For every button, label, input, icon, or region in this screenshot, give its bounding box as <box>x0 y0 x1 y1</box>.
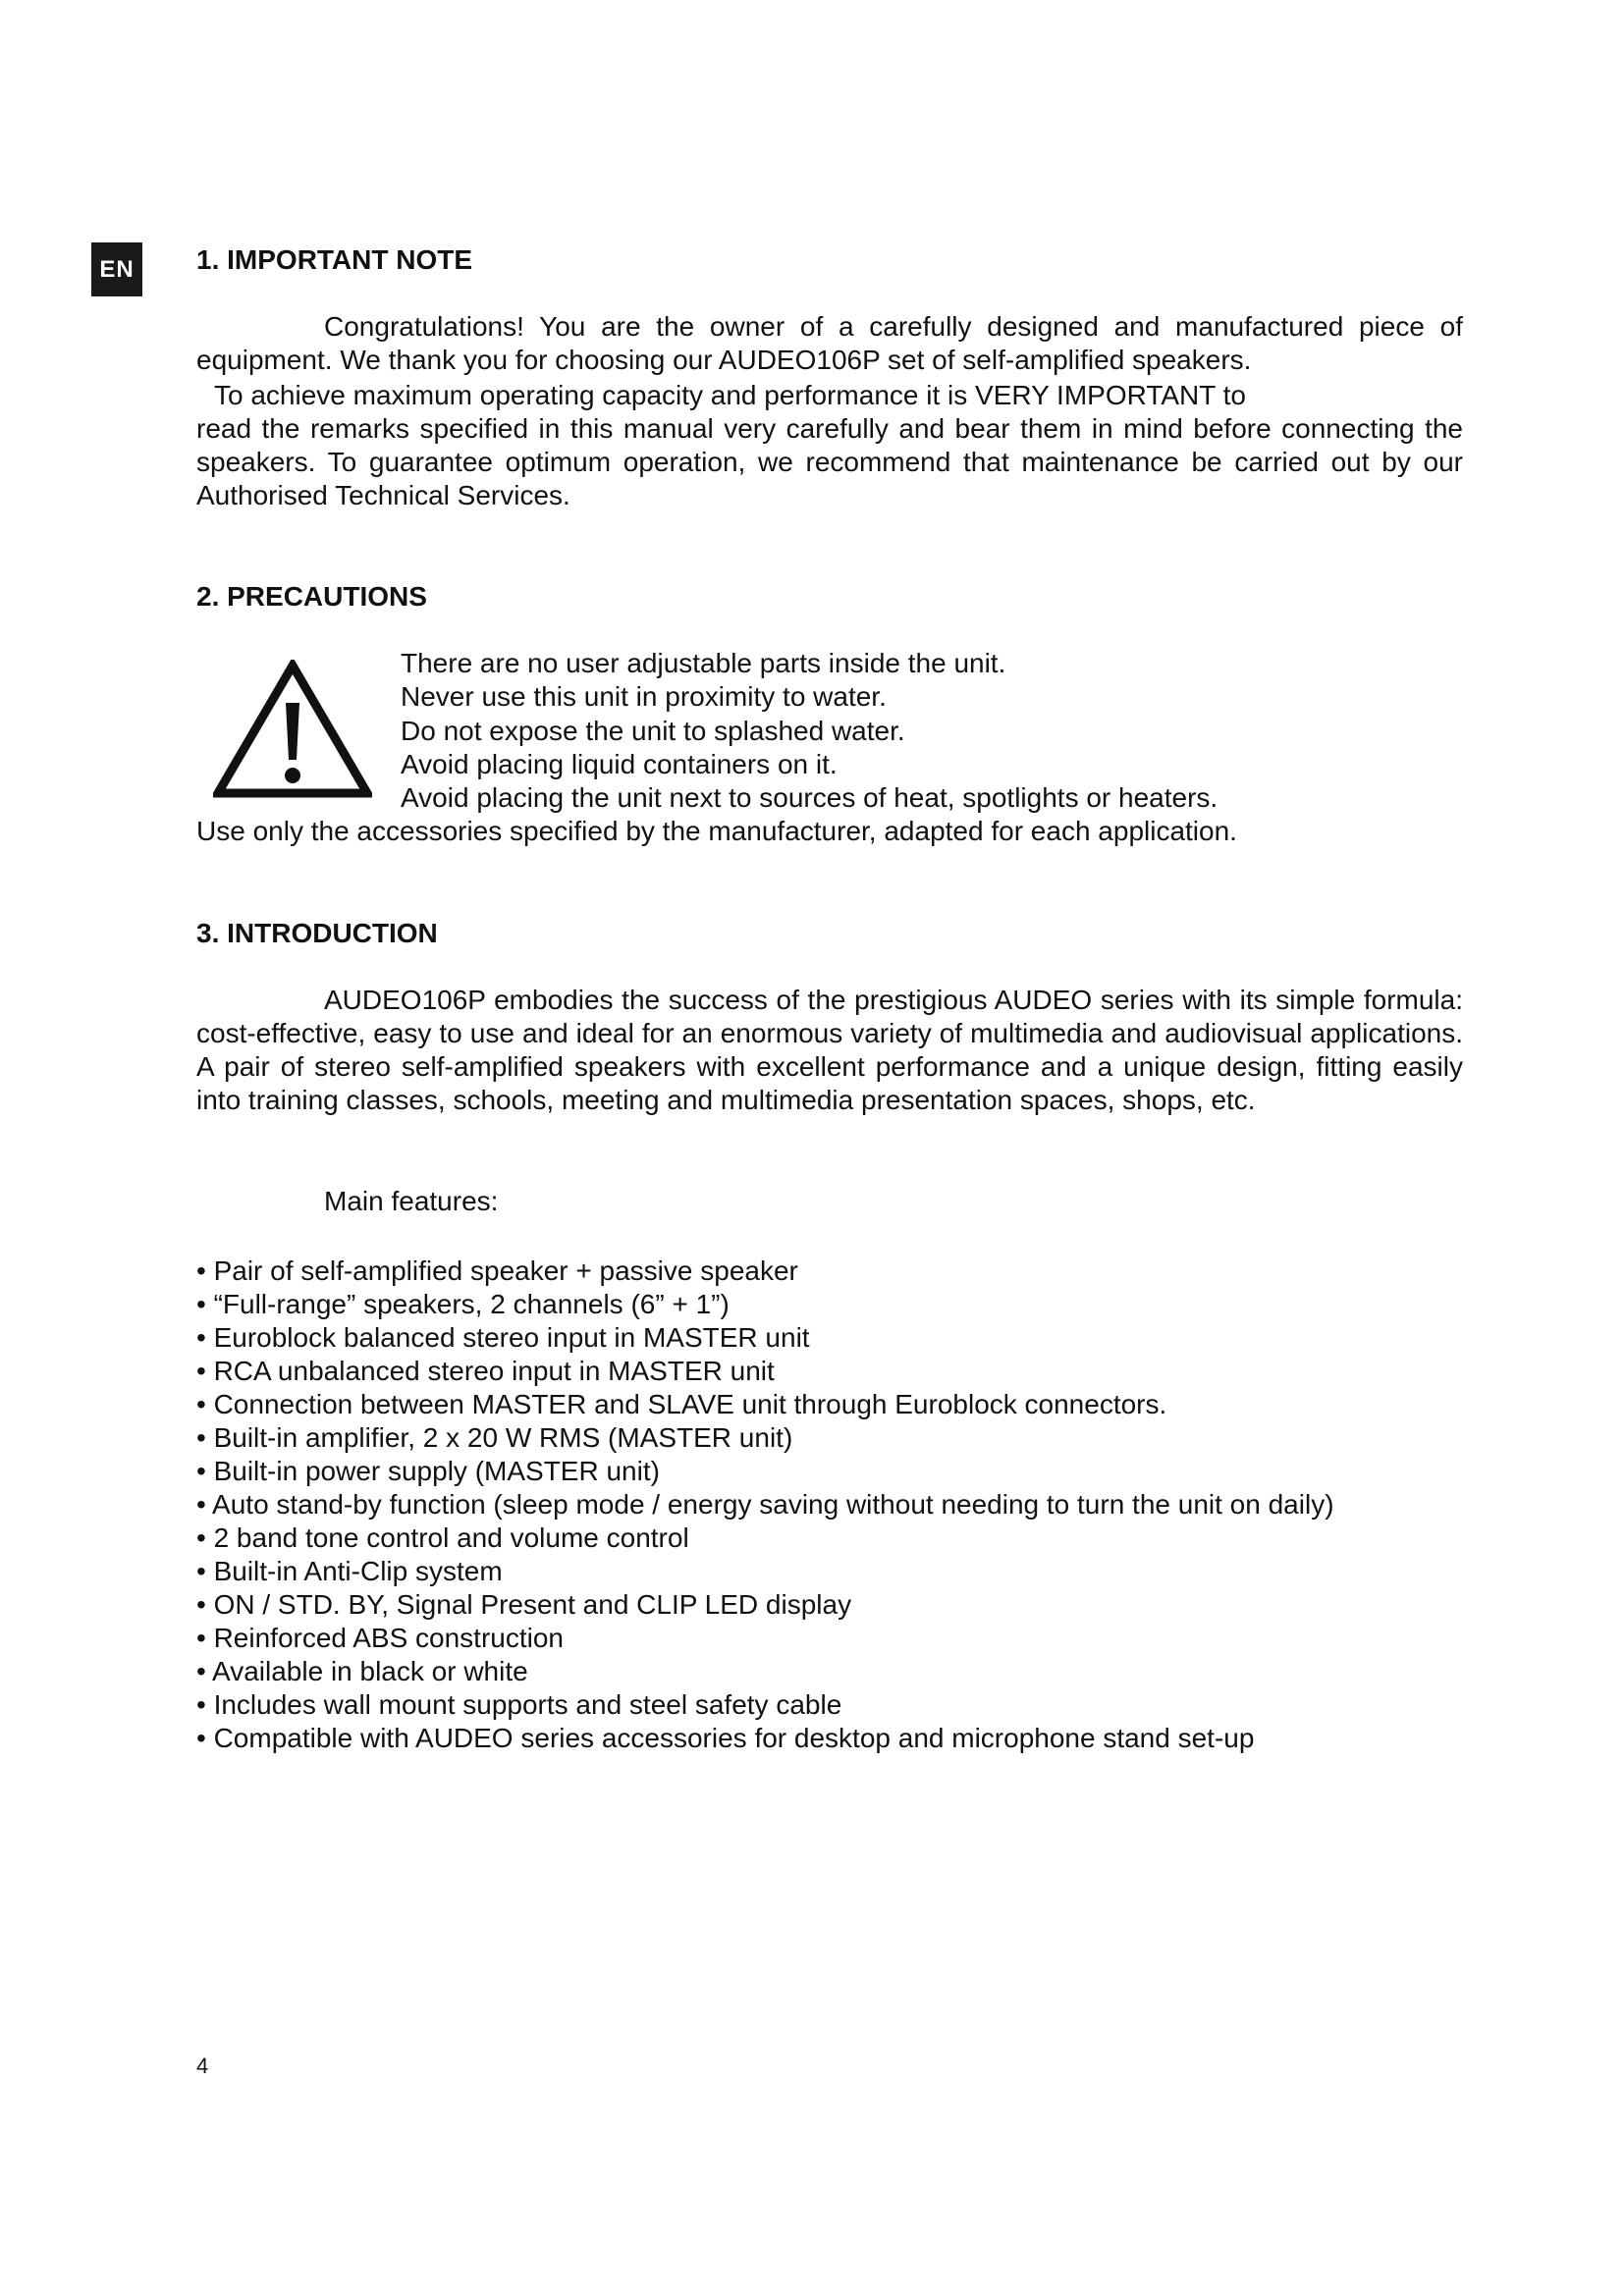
precaution-item: Avoid placing liquid containers on it. <box>401 749 838 779</box>
precaution-item: Avoid placing the unit next to sources of heat, spotlights or heaters. <box>401 782 1218 813</box>
important-note-paragraph-1: Congratulations! You are the owner of a carefully designed and manufactured piece of equipment. We thank you for choosing our AUDEO106P set of self-amplified speakers. <box>196 311 1463 375</box>
feature-item: • Euroblock balanced stereo input in MASTER unit <box>196 1322 810 1353</box>
feature-item: • Available in black or white <box>196 1656 528 1686</box>
precaution-item: There are no user adjustable parts inside the unit. <box>401 648 1006 678</box>
precaution-item: Do not expose the unit to splashed water. <box>401 716 905 746</box>
feature-item: • Connection between MASTER and SLAVE unit through Euroblock connectors. <box>196 1389 1167 1419</box>
section-title-important-note: 1. IMPORTANT NOTE <box>196 244 473 275</box>
feature-item: • RCA unbalanced stereo input in MASTER unit <box>196 1356 775 1386</box>
main-features-label: Main features: <box>324 1186 499 1216</box>
page-number: 4 <box>196 2054 209 2078</box>
feature-item: • Includes wall mount supports and steel safety cable <box>196 1689 842 1720</box>
features-list <box>196 1255 1334 1755</box>
feature-item: • Pair of self-amplified speaker + passive speaker <box>196 1255 798 1286</box>
precautions-accessories-note: Use only the accessories specified by the manufacturer, adapted for each application. <box>196 816 1237 846</box>
section-title-precautions: 2. PRECAUTIONS <box>196 581 427 612</box>
warning-triangle-icon <box>213 660 372 799</box>
feature-item: • Built-in amplifier, 2 x 20 W RMS (MASTER unit) <box>196 1422 793 1453</box>
feature-item: • Compatible with AUDEO series accessories for desktop and microphone stand set-up <box>196 1723 1255 1753</box>
important-note-paragraph-2: read the remarks specified in this manual very carefully and bear them in mind before connecting the speakers. To guarantee optimum operation, we recommend that maintenance be carried out by our Authorised Technical Services. <box>196 413 1463 510</box>
feature-item: • Built-in power supply (MASTER unit) <box>196 1456 660 1486</box>
introduction-paragraph: AUDEO106P embodies the success of the prestigious AUDEO series with its simple formula: cost-effective, easy to use and ideal for an enormous variety of multimedia and audiovisual applications. A pair of stereo self-amplified speakers with excellent performance and a unique design, fitting easily into training classes, schools, meeting and multimedia presentation spaces, shops, etc. <box>196 985 1463 1115</box>
language-badge: EN <box>91 242 142 296</box>
section-title-introduction: 3. INTRODUCTION <box>196 918 438 948</box>
feature-item: • ON / STD. BY, Signal Present and CLIP LED display <box>196 1589 852 1620</box>
feature-item: • Auto stand-by function (sleep mode / energy saving without needing to turn the unit on daily) <box>196 1489 1334 1520</box>
feature-item: • 2 band tone control and volume control <box>196 1522 689 1553</box>
important-note-paragraph-2-line-1: To achieve maximum operating capacity and performance it is VERY IMPORTANT to <box>214 380 1246 410</box>
precaution-item: Never use this unit in proximity to water. <box>401 681 887 712</box>
feature-item: • “Full-range” speakers, 2 channels (6” + 1”) <box>196 1289 730 1319</box>
feature-item: • Built-in Anti-Clip system <box>196 1556 503 1586</box>
feature-item: • Reinforced ABS construction <box>196 1623 564 1653</box>
